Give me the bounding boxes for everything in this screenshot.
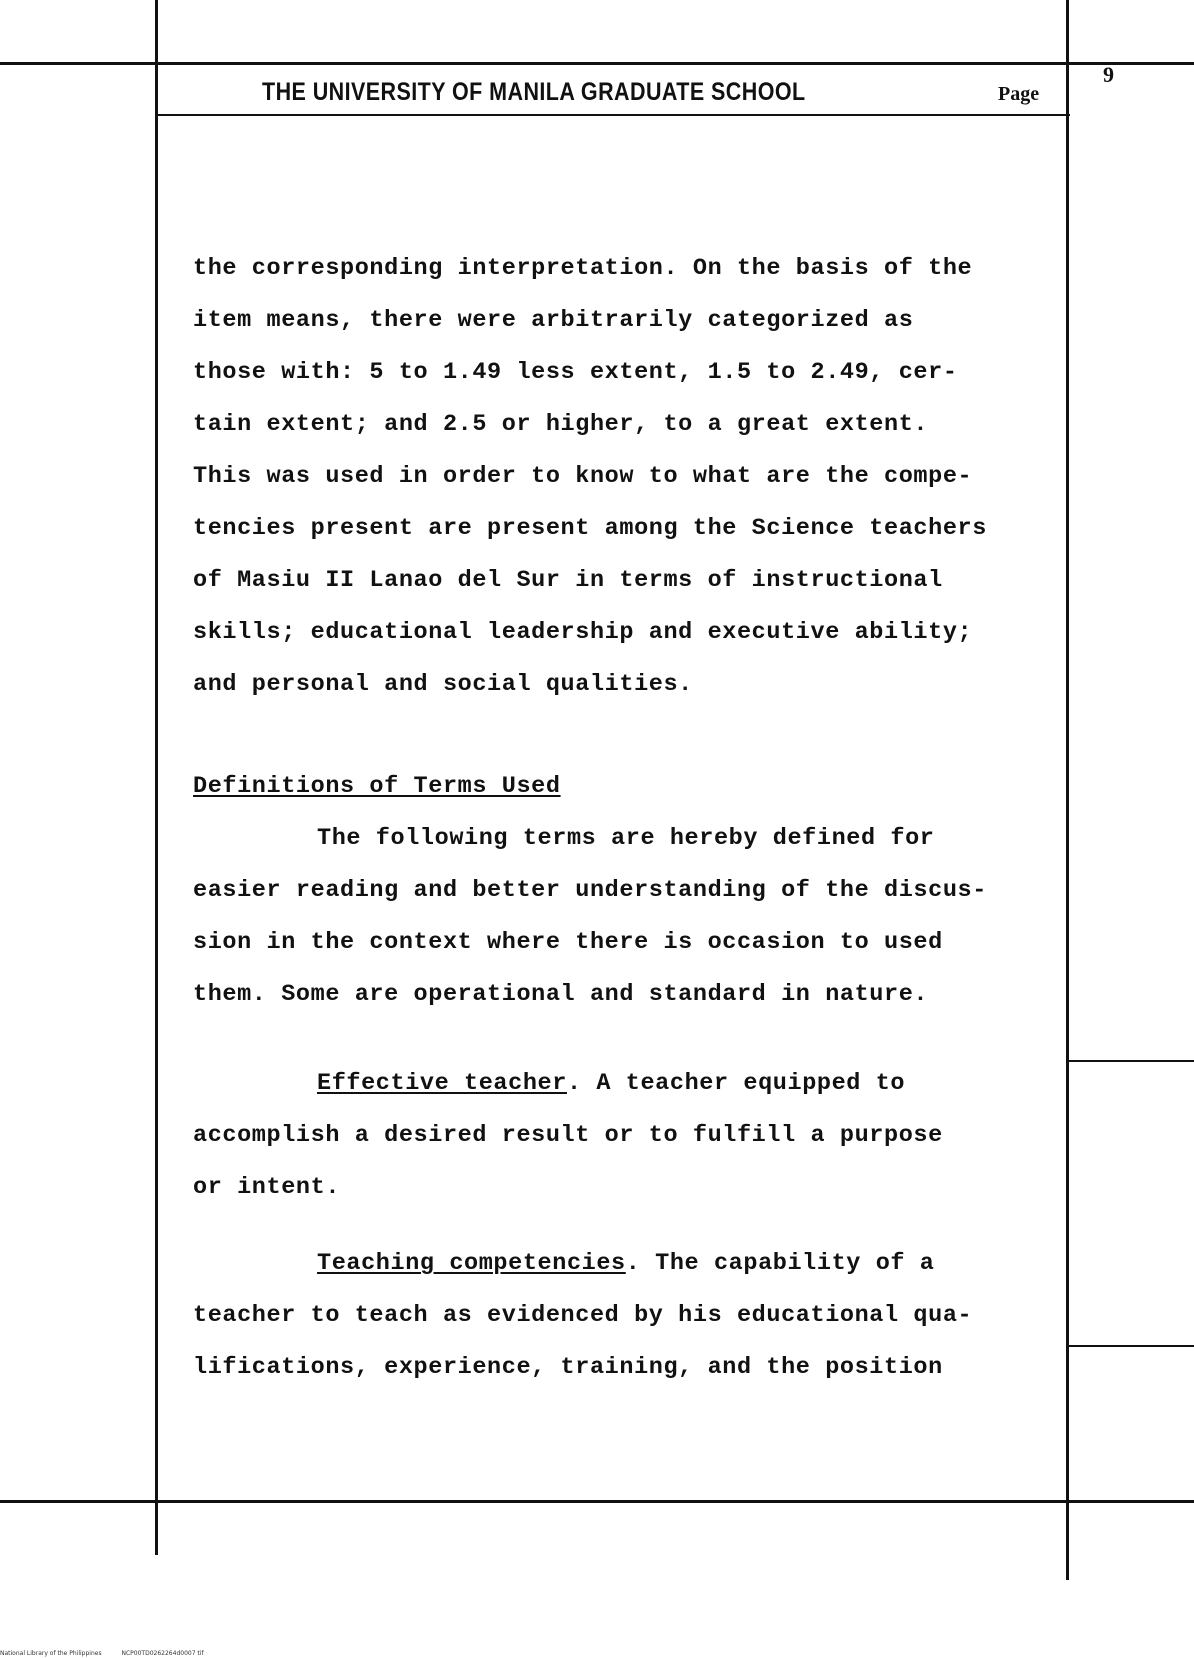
margin-rule-right-lower	[1068, 1345, 1194, 1347]
right-margin-line	[1066, 0, 1069, 1580]
text-line: lifications, experience, training, and the position	[193, 1354, 943, 1381]
header-rule	[155, 114, 1070, 116]
margin-rule-right-upper	[1068, 1060, 1194, 1062]
term-effective-teacher: Effective teacher	[317, 1070, 567, 1097]
text-line: This was used in order to know to what are the compe-	[193, 463, 973, 490]
scan-footer	[0, 1650, 222, 1657]
text-line: or intent.	[193, 1174, 341, 1201]
top-rule	[0, 62, 1194, 65]
text-line: of Masiu II Lanao del Sur in terms of instructional	[193, 567, 943, 594]
text-line: them. Some are operational and standard in nature.	[193, 981, 929, 1008]
text-line: tencies present are present among the Science teachers	[193, 515, 987, 542]
text-line: skills; educational leadership and executive ability;	[193, 619, 973, 646]
text-line: accomplish a desired result or to fulfill a purpose	[193, 1122, 943, 1149]
definition-text: . The capability of a	[625, 1250, 935, 1277]
definition-text: . A teacher equipped to	[566, 1070, 906, 1097]
bottom-rule	[0, 1500, 1194, 1503]
header-title: THE UNIVERSITY OF MANILA GRADUATE SCHOOL	[262, 78, 806, 106]
text-line: The following terms are hereby defined for	[317, 825, 935, 852]
text-line: the corresponding interpretation. On the basis of the	[193, 255, 973, 282]
text-line: and personal and social qualities.	[193, 671, 693, 698]
page-number: 9	[1103, 62, 1114, 87]
definition-first-line	[317, 1250, 935, 1277]
definition-first-line	[317, 1070, 905, 1097]
text-line: teacher to teach as evidenced by his educational qua-	[193, 1302, 973, 1329]
section-heading: Definitions of Terms Used	[193, 773, 561, 800]
text-line: those with: 5 to 1.49 less extent, 1.5 to 2.49, cer-	[193, 359, 958, 386]
term-teaching-competencies: Teaching competencies	[317, 1250, 626, 1277]
left-margin-line	[155, 0, 158, 1555]
page-label: Page	[998, 83, 1040, 105]
footer-library: National Library of the Philippines	[0, 1650, 102, 1657]
text-line: sion in the context where there is occasion to used	[193, 929, 943, 956]
text-line: item means, there were arbitrarily categorized as	[193, 307, 914, 334]
text-line: easier reading and better understanding of the discus-	[193, 877, 987, 904]
footer-code: NCP00TD0262264d0007 tif	[121, 1650, 204, 1657]
text-line: tain extent; and 2.5 or higher, to a great extent.	[193, 411, 929, 438]
